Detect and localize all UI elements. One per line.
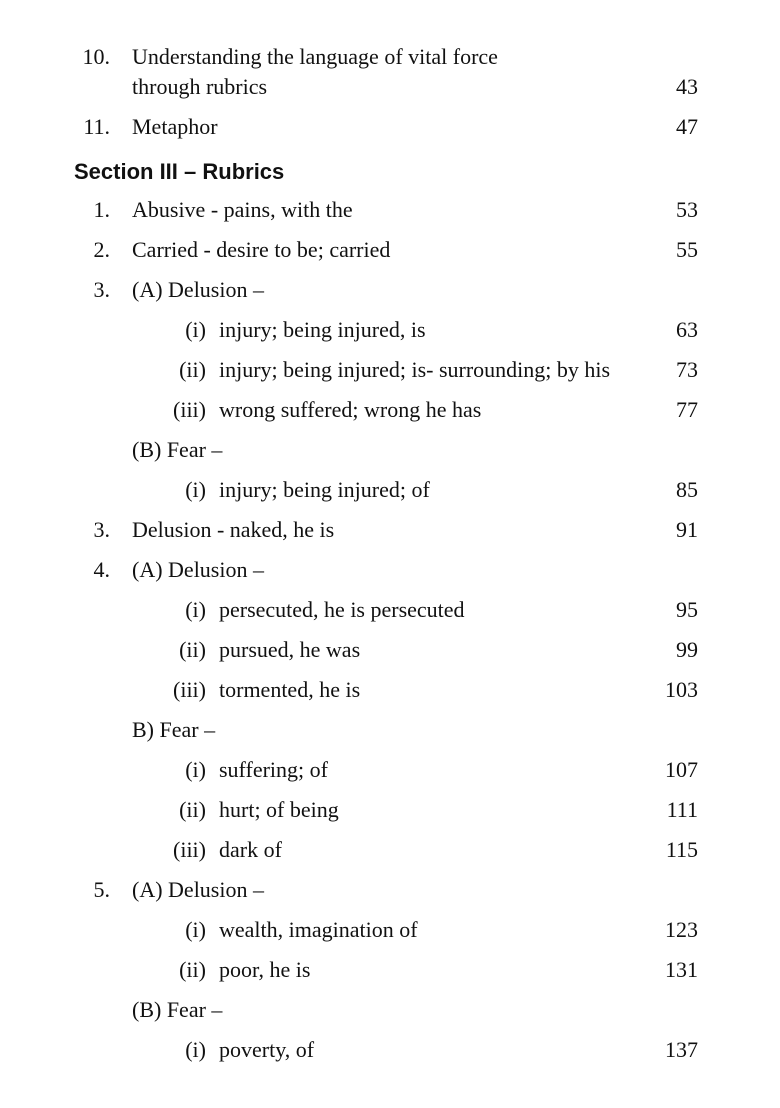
entry-page-number: 91 (676, 517, 698, 542)
entry-page-number: 73 (676, 357, 698, 382)
entry-page-number: 123 (665, 917, 698, 942)
toc-entry (0, 835, 780, 865)
entry-number: 1. (93, 197, 110, 222)
entry-title: (A) Delusion – (132, 557, 264, 582)
entry-page-number: 103 (665, 677, 698, 702)
entry-title: B) Fear – (132, 717, 216, 742)
entry-title: (B) Fear – (132, 997, 223, 1022)
entry-page-number: 95 (676, 597, 698, 622)
entry-title: persecuted, he is persecuted (219, 597, 465, 622)
entry-number: 3. (93, 277, 110, 302)
entry-number: (i) (185, 317, 206, 342)
toc-entry (0, 875, 780, 905)
toc-entry (0, 675, 780, 705)
toc-entry (0, 435, 780, 465)
entry-title: Abusive - pains, with the (132, 197, 353, 222)
entry-number: (i) (185, 477, 206, 502)
toc-entry (0, 315, 780, 345)
entry-title: tormented, he is (219, 677, 361, 702)
toc-entry (0, 235, 780, 265)
entry-number: (i) (185, 757, 206, 782)
entry-title: hurt; of being (219, 797, 339, 822)
toc-entry (0, 195, 780, 225)
entry-title: Understanding the language of vital force (132, 44, 498, 69)
entry-number: 2. (93, 237, 110, 262)
entry-title: (B) Fear – (132, 437, 223, 462)
entry-title: (A) Delusion – (132, 277, 264, 302)
entry-number: (ii) (179, 637, 206, 662)
section-heading: Section III – Rubrics (74, 159, 285, 184)
toc-entry (0, 915, 780, 945)
entry-title: through rubrics (132, 74, 268, 99)
toc-entry (0, 715, 780, 745)
entry-title: Carried - desire to be; carried (132, 237, 391, 262)
toc-entry (0, 275, 780, 305)
entry-number: 3. (93, 517, 110, 542)
entry-number: (ii) (179, 957, 206, 982)
entry-page-number: 111 (666, 797, 698, 822)
entry-title: Metaphor (132, 114, 218, 139)
entry-title: (A) Delusion – (132, 877, 264, 902)
entry-number: (i) (185, 1037, 206, 1062)
entry-number: (i) (185, 597, 206, 622)
entry-number: (iii) (173, 837, 206, 862)
entry-number: (iii) (173, 397, 206, 422)
entry-page-number: 107 (665, 757, 698, 782)
entry-page-number: 55 (676, 237, 698, 262)
entry-number: (i) (185, 917, 206, 942)
toc-entry (0, 395, 780, 425)
entry-number: 10. (82, 44, 110, 69)
entry-number: 11. (83, 114, 110, 139)
entry-page-number: 99 (676, 637, 698, 662)
entry-page-number: 137 (665, 1037, 698, 1062)
entry-number: (ii) (179, 797, 206, 822)
entry-number: 5. (93, 877, 110, 902)
entry-title: wealth, imagination of (219, 917, 418, 942)
entry-title: poor, he is (219, 957, 311, 982)
entry-number: (ii) (179, 357, 206, 382)
entry-title: dark of (219, 837, 282, 862)
entry-page-number: 77 (676, 397, 698, 422)
entry-page-number: 43 (676, 74, 698, 99)
toc-entry (0, 795, 780, 825)
entry-title: injury; being injured; is- surrounding; by his (219, 357, 611, 382)
toc-entry (0, 475, 780, 505)
toc-entry (0, 1035, 780, 1065)
toc-entry (0, 595, 780, 625)
entry-title: poverty, of (219, 1037, 315, 1062)
entry-title: pursued, he was (219, 637, 361, 662)
toc-entry (0, 72, 780, 102)
entry-page-number: 63 (676, 317, 698, 342)
entry-title: wrong suffered; wrong he has (219, 397, 482, 422)
entry-title: suffering; of (219, 757, 328, 782)
toc-entry (0, 755, 780, 785)
entry-page-number: 53 (676, 197, 698, 222)
toc-entry (0, 555, 780, 585)
entry-page-number: 131 (665, 957, 698, 982)
toc-entry (0, 995, 780, 1025)
entry-page-number: 85 (676, 477, 698, 502)
entry-page-number: 115 (665, 837, 698, 862)
toc-entry (0, 112, 780, 142)
toc-entry (0, 955, 780, 985)
toc-entry (0, 42, 780, 72)
toc-entry (0, 515, 780, 545)
entry-number: (iii) (173, 677, 206, 702)
entry-page-number: 47 (676, 114, 698, 139)
entry-title: Delusion - naked, he is (132, 517, 335, 542)
entry-title: injury; being injured; of (219, 477, 430, 502)
entry-title: injury; being injured, is (219, 317, 426, 342)
toc-entry (0, 635, 780, 665)
entry-number: 4. (93, 557, 110, 582)
toc-entry (0, 355, 780, 385)
